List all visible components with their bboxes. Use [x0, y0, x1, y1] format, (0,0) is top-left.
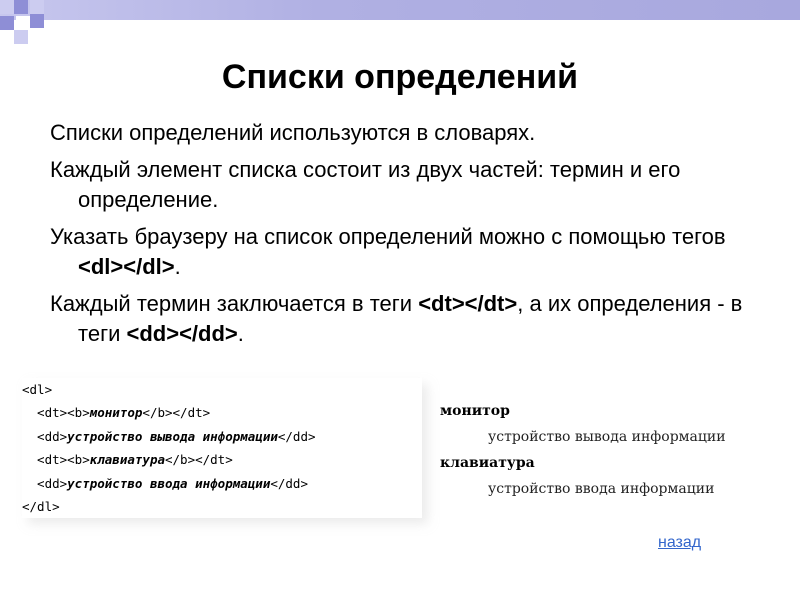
code-tag: <dd>	[22, 428, 68, 444]
code-line	[22, 495, 422, 518]
code-tag: </b></dt>	[142, 405, 211, 421]
definition-description: устройство ввода информации	[488, 481, 715, 497]
code-example	[22, 378, 422, 518]
bullet-text: Каждый элемент списка состоит из двух частей: термин и его определение.	[50, 157, 681, 212]
bullet-tag: <dl></dl>	[78, 254, 175, 279]
bullet-item	[50, 289, 770, 349]
slide-title: Списки определений	[221, 58, 579, 96]
code-tag: </dl>	[22, 499, 60, 515]
deco-square	[14, 0, 28, 14]
decorative-squares	[0, 0, 60, 50]
deco-square	[30, 0, 44, 14]
bullet-tag: <dd></dd>	[126, 321, 238, 346]
code-tag: <dt><b>	[22, 452, 90, 468]
code-tag: </dd>	[270, 475, 308, 491]
code-tag: </dd>	[277, 428, 316, 444]
code-term: устройство вывода информации	[67, 428, 278, 444]
code-line	[22, 472, 422, 495]
bullet-item	[50, 222, 770, 282]
code-line	[22, 401, 422, 424]
bullet-text: Списки определений используются в словарях.	[50, 120, 536, 145]
bullet-text: .	[237, 321, 244, 346]
rendered-definition-list	[440, 398, 780, 502]
back-link[interactable]: назад	[658, 534, 702, 551]
bullet-text: Каждый термин заключается в теги	[50, 291, 419, 316]
code-line	[22, 448, 422, 471]
bullet-list	[50, 118, 770, 356]
bullet-text: Указать браузеру на список определений можно с помощью тегов	[50, 224, 726, 249]
deco-square	[14, 30, 28, 44]
code-tag: <dl>	[22, 382, 53, 397]
definition-term: монитор	[440, 403, 510, 419]
code-line	[22, 425, 422, 448]
code-tag: </b></dt>	[165, 452, 233, 468]
deco-square	[16, 16, 30, 30]
deco-square	[0, 16, 14, 30]
definition-term: клавиатура	[440, 455, 535, 471]
bullet-item	[50, 155, 770, 215]
header-band	[0, 0, 800, 20]
bullet-item	[50, 118, 770, 148]
code-tag: <dt><b>	[22, 405, 90, 421]
deco-square	[30, 14, 44, 28]
code-term: устройство ввода информации	[67, 475, 271, 491]
code-tag: <dd>	[22, 475, 68, 491]
bullet-text: , а их определения - в теги	[78, 291, 743, 346]
code-line	[22, 378, 422, 401]
bullet-text: .	[174, 254, 181, 279]
deco-square	[0, 0, 14, 14]
definition-description: устройство вывода информации	[488, 429, 726, 445]
bullet-tag: <dt></dt>	[418, 291, 518, 316]
code-term: монитор	[89, 405, 143, 421]
code-term: клавиатура	[89, 452, 165, 468]
